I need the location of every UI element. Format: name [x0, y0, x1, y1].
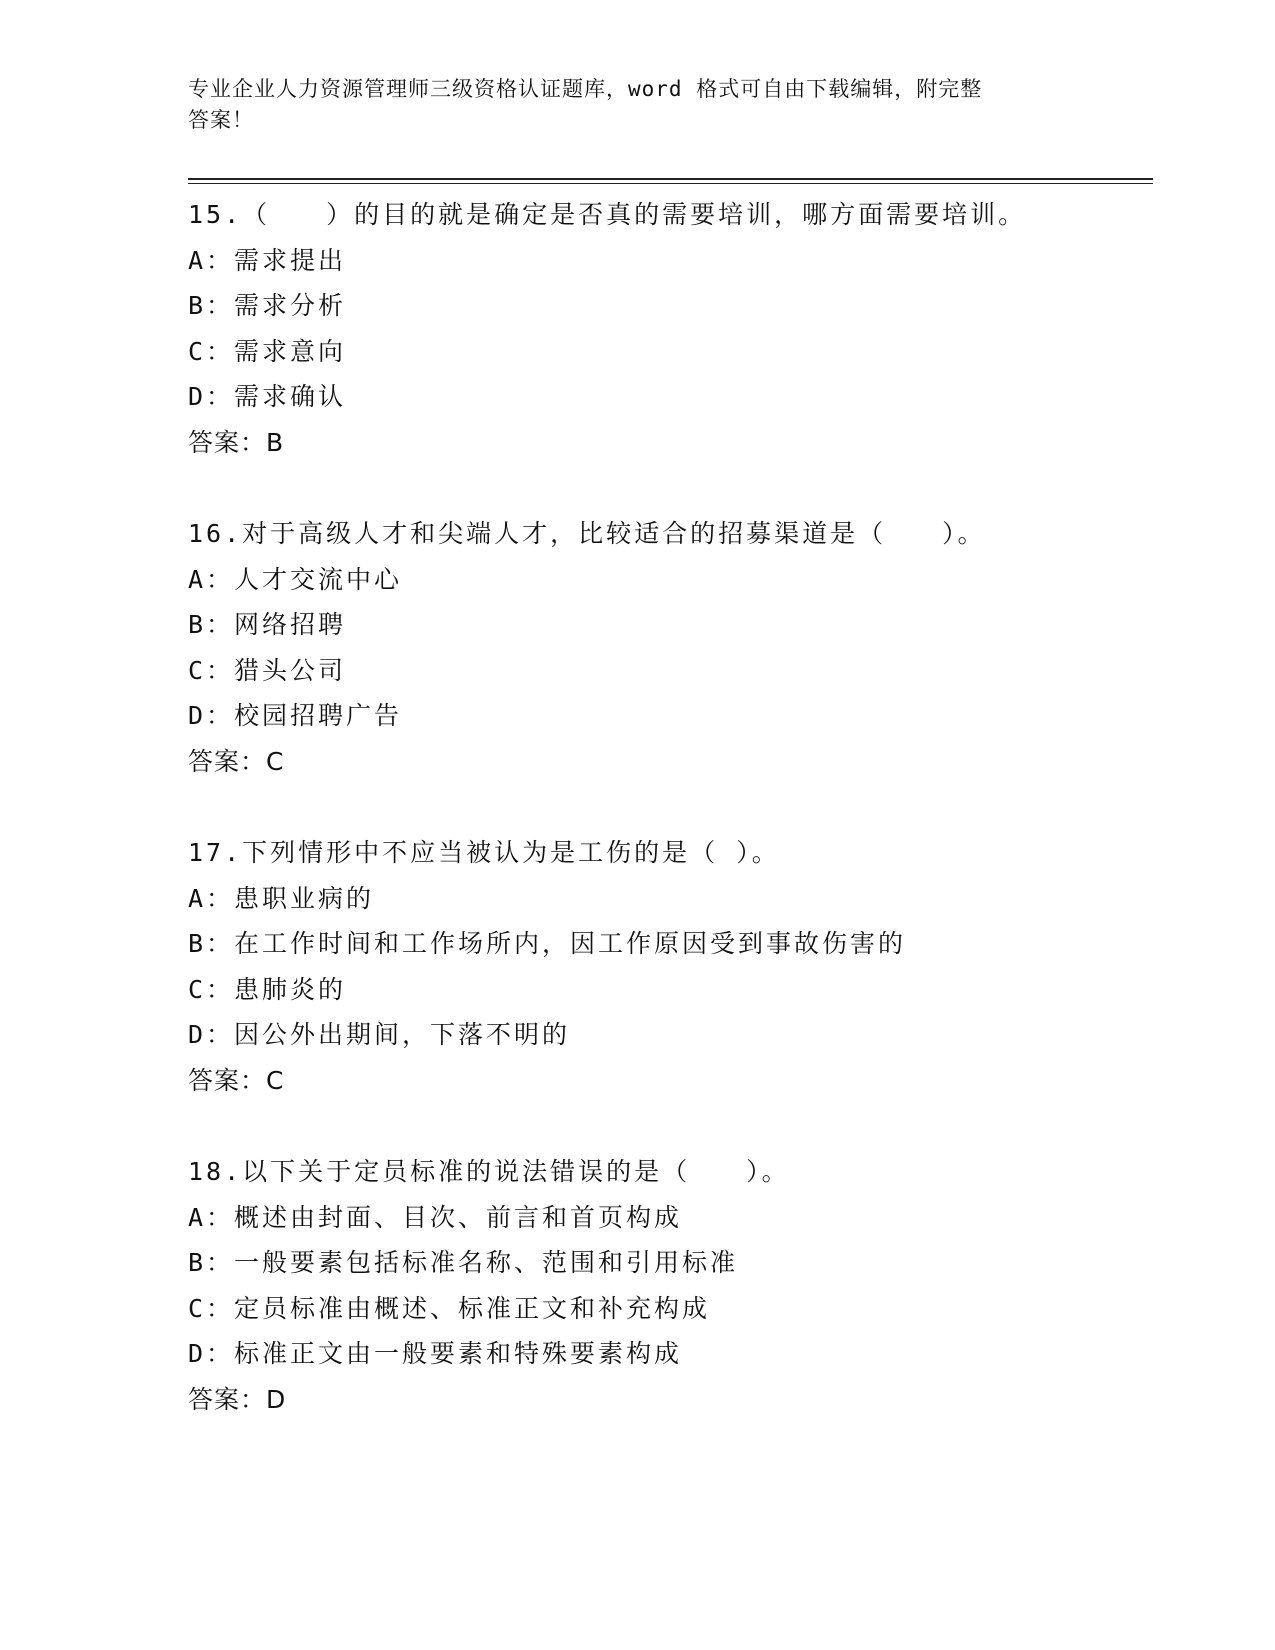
- option-b: B：一般要素包括标准名称、范围和引用标准: [188, 1248, 739, 1277]
- option-c: C：需求意向: [188, 336, 347, 366]
- question-stem: 16.对于高级人才和尖端人才，比较适合的招募渠道是（ ）。: [188, 519, 986, 548]
- question-16: [188, 511, 1153, 784]
- question-stem: 18.以下关于定员标准的说法错误的是（ ）。: [188, 1157, 790, 1186]
- option-a: A：患职业病的: [188, 883, 375, 913]
- question-stem: 15.（ ）的目的就是确定是否真的需要培训，哪方面需要培训。: [188, 200, 1027, 229]
- option-d: D：标准正文由一般要素和特殊要素构成: [188, 1339, 683, 1368]
- answer: 答案：C: [188, 746, 285, 776]
- header-divider-thin: [188, 183, 1153, 184]
- question-15: [188, 192, 1153, 465]
- question-stem: 17.下列情形中不应当被认为是工伤的是（ ）。: [188, 838, 780, 867]
- header-line-2: 答案！: [188, 108, 254, 132]
- question-18: [188, 1149, 1153, 1422]
- option-b: B：需求分析: [188, 291, 347, 320]
- option-b: B：在工作时间和工作场所内，因工作原因受到事故伤害的: [188, 929, 907, 958]
- answer: 答案：C: [188, 1065, 285, 1095]
- option-c: C：患肺炎的: [188, 974, 347, 1004]
- option-a: A：概述由封面、目次、前言和首页构成: [188, 1202, 683, 1232]
- answer: 答案：B: [188, 427, 285, 457]
- option-c: C：猎头公司: [188, 655, 347, 685]
- header-line-1: 专业企业人力资源管理师三级资格认证题库，word 格式可自由下载编辑，附完整: [188, 77, 983, 101]
- option-d: D：校园招聘广告: [188, 701, 403, 730]
- option-a: A：需求提出: [188, 245, 347, 275]
- option-d: D：因公外出期间，下落不明的: [188, 1020, 571, 1049]
- option-a: A：人才交流中心: [188, 564, 403, 594]
- answer: 答案：D: [188, 1384, 287, 1414]
- question-17: [188, 830, 1153, 1103]
- question-list: [188, 192, 1153, 1468]
- header-divider-thick: [188, 178, 1153, 180]
- document-header: [188, 74, 1068, 136]
- option-c: C：定员标准由概述、标准正文和补充构成: [188, 1293, 711, 1323]
- option-b: B：网络招聘: [188, 610, 347, 639]
- option-d: D：需求确认: [188, 382, 347, 411]
